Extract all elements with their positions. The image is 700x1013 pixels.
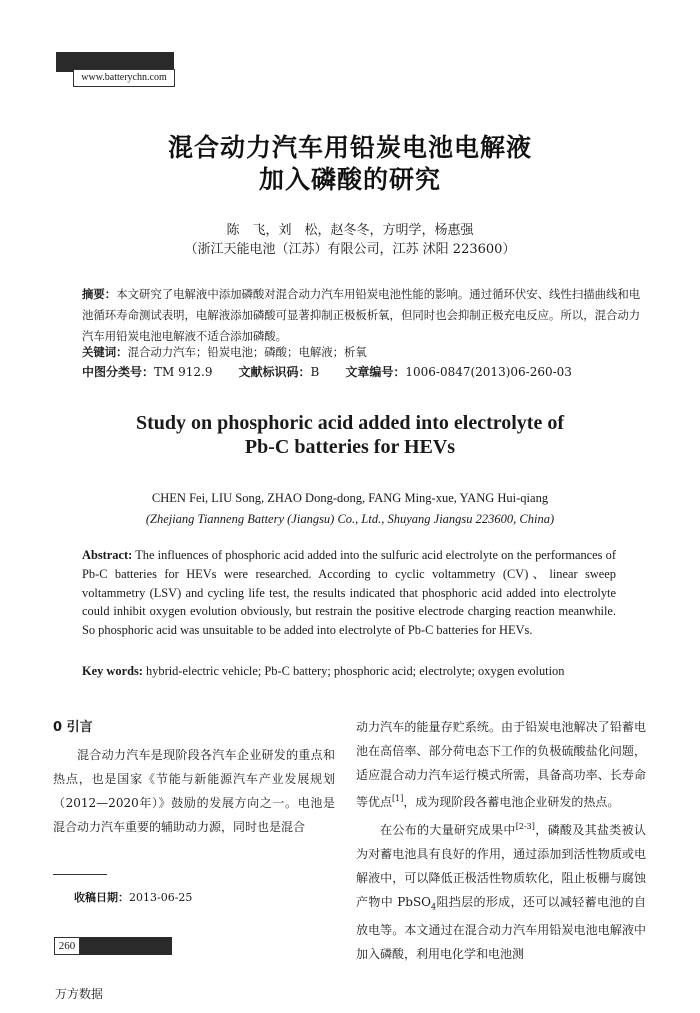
- body-left-column: [53, 743, 335, 839]
- zh-abstract-text: 本文研究了电解液中添加磷酸对混合动力汽车用铅炭电池性能的影响。通过循环伏安、线性扫描曲线和电池循环寿命测试表明，电解液添加磷酸可显著抑制正极板析氧，但同时也会抑制正极充电反应。所以，混合动力汽车用铅炭电池电解液不适合添加磷酸。: [82, 287, 641, 343]
- footnote-divider: [53, 874, 107, 875]
- footer-watermark: 万方数据: [55, 987, 104, 1001]
- doc-code-value: B: [310, 365, 320, 379]
- zh-keywords-text: 混合动力汽车；铅炭电池；磷酸；电解液；析氧: [127, 345, 367, 359]
- zh-title-line2: 加入磷酸的研究: [258, 165, 441, 194]
- en-affiliation: (Zhejiang Tianneng Battery (Jiangsu) Co., Ltd., Shuyang Jiangsu 223600, China): [145, 512, 555, 526]
- clc-label: 中图分类号：: [82, 365, 155, 379]
- zh-authors: 陈 飞，刘 松，赵冬冬，方明学，杨惠强: [226, 223, 474, 238]
- citation-1[interactable]: [1]: [392, 794, 404, 804]
- right-paragraph-1: 动力汽车的能量存贮系统。由于铅炭电池解决了铅蓄电池在高倍率、部分荷电态下工作的负极硫酸盐化问题，适应混合动力汽车运行模式所需，具备高功率、长寿命等优点[1]，成为现阶段各蓄电池企业研发的热点。: [356, 720, 646, 810]
- zh-classification-line: [82, 363, 642, 380]
- clc-value: TM 912.9: [154, 365, 213, 379]
- en-title-line2: Pb-C batteries for HEVs: [244, 436, 456, 458]
- left-paragraph: 混合动力汽车是现阶段各汽车企业研发的重点和热点，也是国家《节能与新能源汽车产业发展规划（2012—2020年）》鼓励的发展方向之一。电池是混合动力汽车重要的辅助动力源，同时也是混合: [53, 748, 335, 834]
- zh-keywords: [82, 342, 642, 363]
- en-abstract-text: The influences of phosphoric acid added into the sulfuric acid electrolyte on the performances of Pb-C batteries for HEVs were researched. According to cyclic voltammetry (CV)、linear sweep voltammetry (LSV) and cycling life test, the results indicated that phosphoric acid added into electrolyte could inhibit oxygen evolution obviously, but restrain the positive electrode charging reaction meanwhile. So phosphoric acid was unsuitable to be added into electrolyte of Pb-C batteries for HEVs.: [82, 548, 616, 638]
- received-date: [74, 889, 192, 905]
- article-no-label: 文章编号：: [345, 365, 406, 379]
- en-keywords-label: Key words:: [82, 664, 143, 678]
- right-paragraph-2: 在公布的大量研究成果中[2-3]，磷酸及其盐类被认为对蓄电池具有良好的作用，通过添加到活性物质或电解液中，可以降低正极活性物质软化，阻止板栅与腐蚀产物中 PbSO$_4$阻挡层的形成，还可以减轻蓄电池的自放电等。本文通过在混合动力汽车用铅炭电池电解液中加入磷酸，利用电化学和电池测: [356, 822, 646, 961]
- en-keywords: [82, 664, 622, 679]
- doc-code-label: 文献标识码：: [238, 365, 311, 379]
- citation-2-3[interactable]: [2-3]: [515, 822, 535, 832]
- journal-url[interactable]: www.batterychn.com: [73, 69, 175, 87]
- received-label: 收稿日期：: [74, 891, 129, 904]
- zh-abstract-label: 摘要：: [82, 287, 117, 301]
- received-value: 2013-06-25: [129, 891, 193, 904]
- page-number: 260: [54, 937, 80, 955]
- en-abstract: [82, 546, 616, 640]
- zh-affiliation: （浙江天能电池（江苏）有限公司，江苏 沭阳 223600）: [184, 242, 516, 257]
- zh-keywords-label: 关键词：: [82, 345, 128, 359]
- body-right-column: [356, 716, 646, 966]
- en-abstract-label: Abstract:: [82, 548, 133, 562]
- en-authors: CHEN Fei, LIU Song, ZHAO Dong-dong, FANG Ming-xue, YANG Hui-qiang: [151, 491, 549, 505]
- en-keywords-text: hybrid-electric vehicle; Pb-C battery; phosphoric acid; electrolyte; oxygen evolution: [146, 664, 565, 678]
- zh-abstract: [82, 284, 642, 347]
- zh-title-line1: 混合动力汽车用铅炭电池电解液: [167, 133, 532, 162]
- article-no-value: 1006-0847(2013)06-260-03: [405, 365, 572, 379]
- en-title-line1: Study on phosphoric acid added into electrolyte of: [136, 412, 564, 434]
- section-heading-intro: 0 引言: [53, 720, 93, 735]
